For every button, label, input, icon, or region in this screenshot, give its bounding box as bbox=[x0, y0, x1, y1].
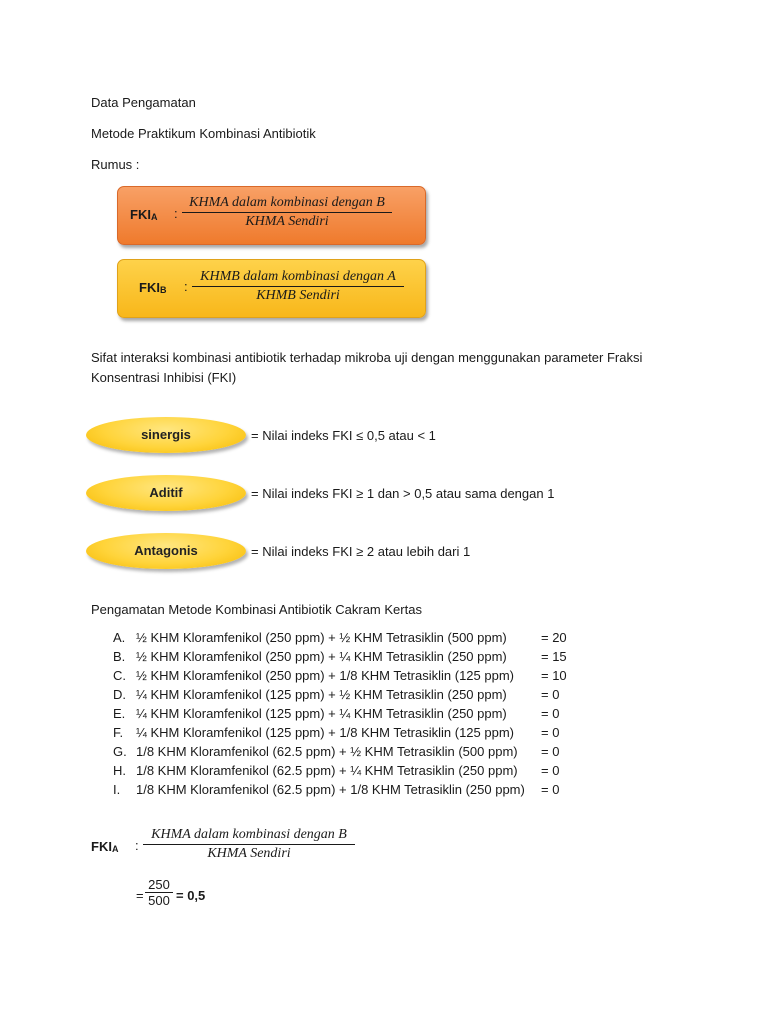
calc-value-numerator: 250 bbox=[145, 877, 173, 893]
list-item-result: = 0 bbox=[541, 725, 560, 740]
formula-b-box bbox=[117, 259, 426, 318]
list-item bbox=[113, 705, 573, 723]
list-item-result: = 0 bbox=[541, 706, 560, 721]
list-item-result: = 0 bbox=[541, 763, 560, 778]
observation-title: Pengamatan Metode Kombinasi Antibiotik Cakram Kertas bbox=[91, 602, 422, 617]
list-item-desc: ½ KHM Kloramfenikol (250 ppm) + ½ KHM Tetrasiklin (500 ppm) bbox=[136, 630, 507, 645]
list-item bbox=[113, 667, 573, 685]
list-item-result: = 0 bbox=[541, 782, 560, 797]
list-item-letter: B. bbox=[113, 649, 126, 664]
calc-numerator: KHMA dalam kombinasi dengan B bbox=[143, 827, 355, 845]
formula-b-fraction bbox=[192, 269, 404, 304]
interaction-aditif-badge: Aditif bbox=[86, 475, 246, 511]
list-item-result: = 15 bbox=[541, 649, 567, 664]
formula-title: Rumus : bbox=[91, 157, 140, 172]
list-item-letter: D. bbox=[113, 687, 126, 702]
list-item bbox=[113, 648, 573, 666]
interaction-antagonis-badge: Antagonis bbox=[86, 533, 246, 569]
interaction-aditif-desc: = Nilai indeks FKI ≥ 1 dan > 0,5 atau sama dengan 1 bbox=[251, 486, 555, 501]
list-item-desc: ¼ KHM Kloramfenikol (125 ppm) + ¼ KHM Tetrasiklin (250 ppm) bbox=[136, 706, 507, 721]
calc-denominator: KHMA Sendiri bbox=[207, 846, 291, 861]
list-item-letter: I. bbox=[113, 782, 121, 797]
list-item-result: = 0 bbox=[541, 744, 560, 759]
interaction-antagonis-desc: = Nilai indeks FKI ≥ 2 atau lebih dari 1 bbox=[251, 544, 471, 559]
method-title: Metode Praktikum Kombinasi Antibiotik bbox=[91, 126, 316, 141]
formula-a-numerator: KHMA dalam kombinasi dengan B bbox=[182, 195, 392, 213]
formula-b-numerator: KHMB dalam kombinasi dengan A bbox=[192, 269, 404, 287]
list-item-letter: H. bbox=[113, 763, 126, 778]
interaction-text-line1: Sifat interaksi kombinasi antibiotik terhadap mikroba uji dengan menggunakan parameter Fraksi bbox=[91, 350, 643, 365]
list-item bbox=[113, 629, 573, 647]
calc-result: = 0,5 bbox=[176, 888, 206, 903]
list-item bbox=[113, 781, 573, 799]
formula-a-colon: : bbox=[174, 206, 178, 221]
list-item-desc: ½ KHM Kloramfenikol (250 ppm) + 1/8 KHM Tetrasiklin (125 ppm) bbox=[136, 668, 514, 683]
list-item-result: = 20 bbox=[541, 630, 567, 645]
list-item bbox=[113, 762, 573, 780]
formula-a-fraction bbox=[182, 195, 392, 230]
interaction-text-line2: Konsentrasi Inhibisi (FKI) bbox=[91, 370, 237, 385]
interaction-sinergis-badge: sinergis bbox=[86, 417, 246, 453]
formula-a-box bbox=[117, 186, 426, 245]
calc-value-denominator: 500 bbox=[148, 893, 170, 908]
calc-colon: : bbox=[135, 838, 139, 853]
list-item-desc: ¼ KHM Kloramfenikol (125 ppm) + 1/8 KHM Tetrasiklin (125 ppm) bbox=[136, 725, 514, 740]
list-item-desc: 1/8 KHM Kloramfenikol (62.5 ppm) + 1/8 KHM Tetrasiklin (250 ppm) bbox=[136, 782, 525, 797]
list-item-letter: A. bbox=[113, 630, 126, 645]
formula-b-denominator: KHMB Sendiri bbox=[256, 288, 340, 303]
list-item-desc: ½ KHM Kloramfenikol (250 ppm) + ¼ KHM Tetrasiklin (250 ppm) bbox=[136, 649, 507, 664]
list-item-result: = 10 bbox=[541, 668, 567, 683]
interaction-sinergis-desc: = Nilai indeks FKI ≤ 0,5 atau < 1 bbox=[251, 428, 436, 443]
list-item-result: = 0 bbox=[541, 687, 560, 702]
formula-a-label: $FKI_A$ bbox=[130, 207, 158, 222]
list-item-desc: ¼ KHM Kloramfenikol (125 ppm) + ½ KHM Tetrasiklin (250 ppm) bbox=[136, 687, 507, 702]
calc-value-fraction bbox=[145, 877, 173, 908]
formula-b-label: $FKI_B$ bbox=[139, 280, 167, 295]
list-item-letter: F. bbox=[113, 725, 124, 740]
calc-eq-prefix: = bbox=[136, 888, 144, 903]
list-item-letter: C. bbox=[113, 668, 126, 683]
list-item bbox=[113, 686, 573, 704]
formula-a-denominator: KHMA Sendiri bbox=[245, 214, 329, 229]
list-item bbox=[113, 724, 573, 742]
formula-b-colon: : bbox=[184, 279, 188, 294]
list-item-desc: 1/8 KHM Kloramfenikol (62.5 ppm) + ¼ KHM Tetrasiklin (250 ppm) bbox=[136, 763, 518, 778]
list-item-letter: E. bbox=[113, 706, 126, 721]
list-item bbox=[113, 743, 573, 761]
list-item-letter: G. bbox=[113, 744, 127, 759]
calc-label: $FKI_A$ bbox=[91, 839, 119, 854]
heading: Data Pengamatan bbox=[91, 95, 196, 110]
list-item-desc: 1/8 KHM Kloramfenikol (62.5 ppm) + ½ KHM Tetrasiklin (500 ppm) bbox=[136, 744, 518, 759]
calc-fraction bbox=[143, 827, 355, 862]
